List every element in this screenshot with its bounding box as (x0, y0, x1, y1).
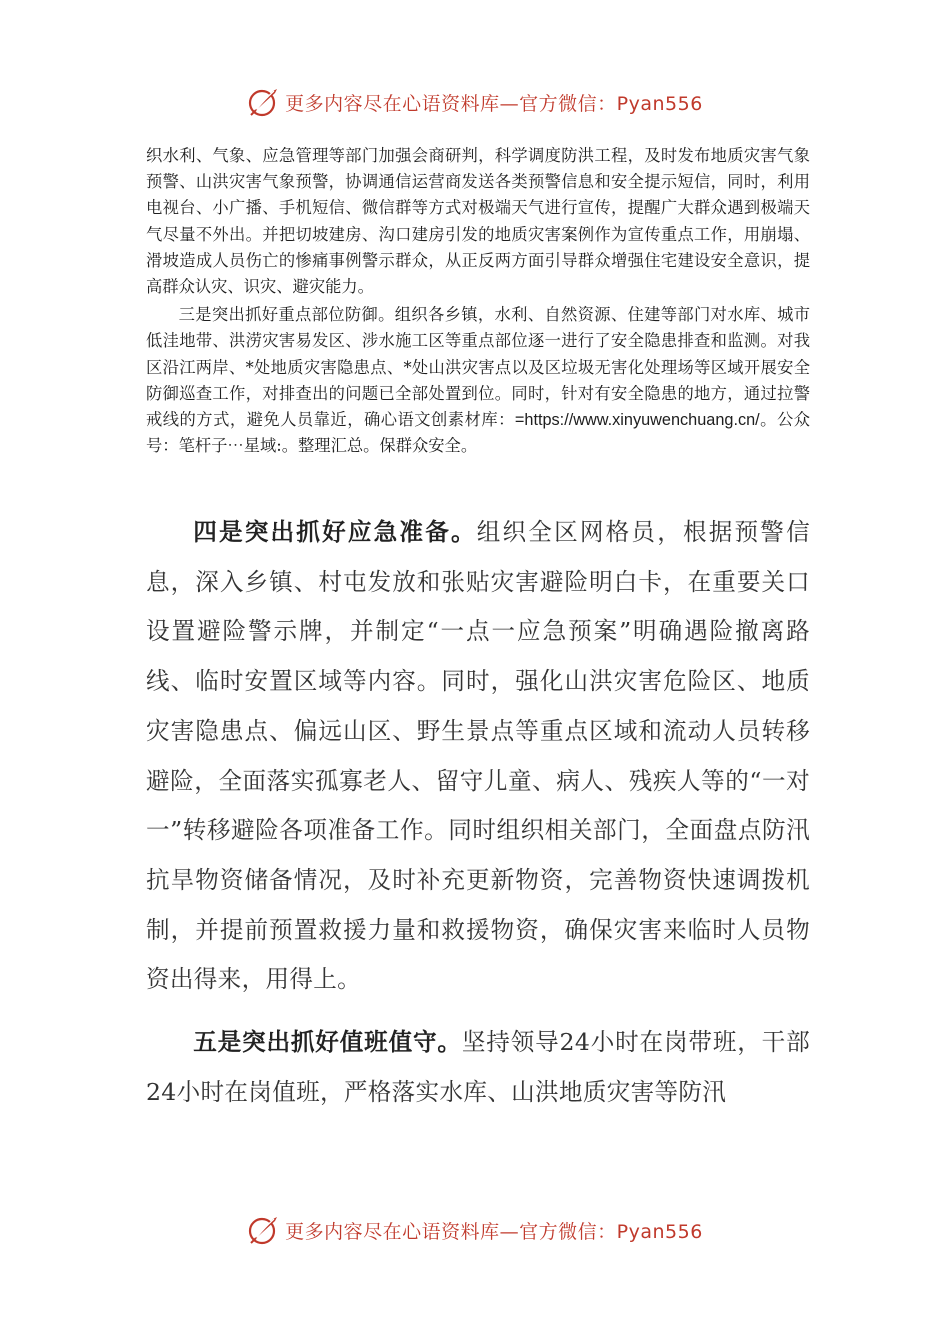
paragraph-emergency-prep: 四是突出抓好应急准备。组织全区网格员，根据预警信息，深入乡镇、村屯发放和张贴灾害避险明白卡，在重要关口设置避险警示牌，并制定“一点一应急预案”明确遇险撤离路线、临时安置区域等内容。同时，强化山洪灾害危险区、地质灾害隐患点、偏远山区、野生景点等重点区域和流动人员转移避险，全面落实孤寡老人、留守儿童、病人、残疾人等的“一对一”转移避险各项准备工作。同时组织相关部门，全面盘点防汛抗旱物资储备情况，及时补充更新物资，完善物资快速调拨机制，并提前预置救援力量和救援物资，确保灾害来临时人员物资出得来，用得上。 (146, 518, 810, 994)
banner-text: 更多内容尽在心语资料库—官方微信：Pyan556 (285, 92, 703, 115)
paragraph-publicity: 织水利、气象、应急管理等部门加强会商研判，科学调度防洪工程，及时发布地质灾害气象预警、山洪灾害气象预警，协调通信运营商发送各类预警信息和安全提示短信，同时，利用电视台、小广播、手机短信、微信群等方式对极端天气进行宣传，提醒广大群众遇到极端天气尽量不外出。并把切坡建房、沟口建房引发的地质灾害案例作为宣传重点工作，用崩塌、滑坡造成人员伤亡的惨痛事例警示群众，从正反两方面引导群众增强住宅建设安全意识，提高群众认灾、识灾、避灾能力。 (146, 146, 810, 297)
quill-logo-icon (247, 85, 281, 119)
paragraph-duty: 五是突出抓好值班值守。坚持领导24小时在岗带班，干部24小时在岗值班，严格落实水库、山洪地质灾害等防汛 (146, 1028, 810, 1106)
small-text-section (146, 143, 810, 459)
source-link: =https://www.xinyuwenchuang.cn/ (514, 411, 760, 430)
paragraph-key-areas: 三是突出抓好重点部位防御。组织各乡镇，水利、自然资源、住建等部门对水库、城市低洼地带、洪涝灾害易发区、涉水施工区等重点部位逐一进行了安全隐患排查和监测。对我区沿江两岸、*处地质灾害隐患点、*处山洪灾害点以及区垃圾无害化处理场等区域开展安全防御巡查工作，对排查出的问题已全部处置到位。同时，针对有安全隐患的地方，通过拉警戒线的方式，避免人员靠近，确心语文创素材库：=https://www.xinyuwenchuang.cn/。公众号：笔杆子⋯星域:。整理汇总。保群众安全。 (146, 305, 810, 456)
banner-text: 更多内容尽在心语资料库—官方微信：Pyan556 (285, 1220, 703, 1243)
paragraph-heading: 五是突出抓好值班值守。 (193, 1028, 462, 1057)
header-banner (0, 84, 950, 120)
paragraph-heading: 四是突出抓好应急准备。 (193, 518, 477, 546)
footer-banner (0, 1212, 950, 1248)
large-text-section (146, 508, 810, 1117)
quill-logo-icon (247, 1213, 281, 1247)
